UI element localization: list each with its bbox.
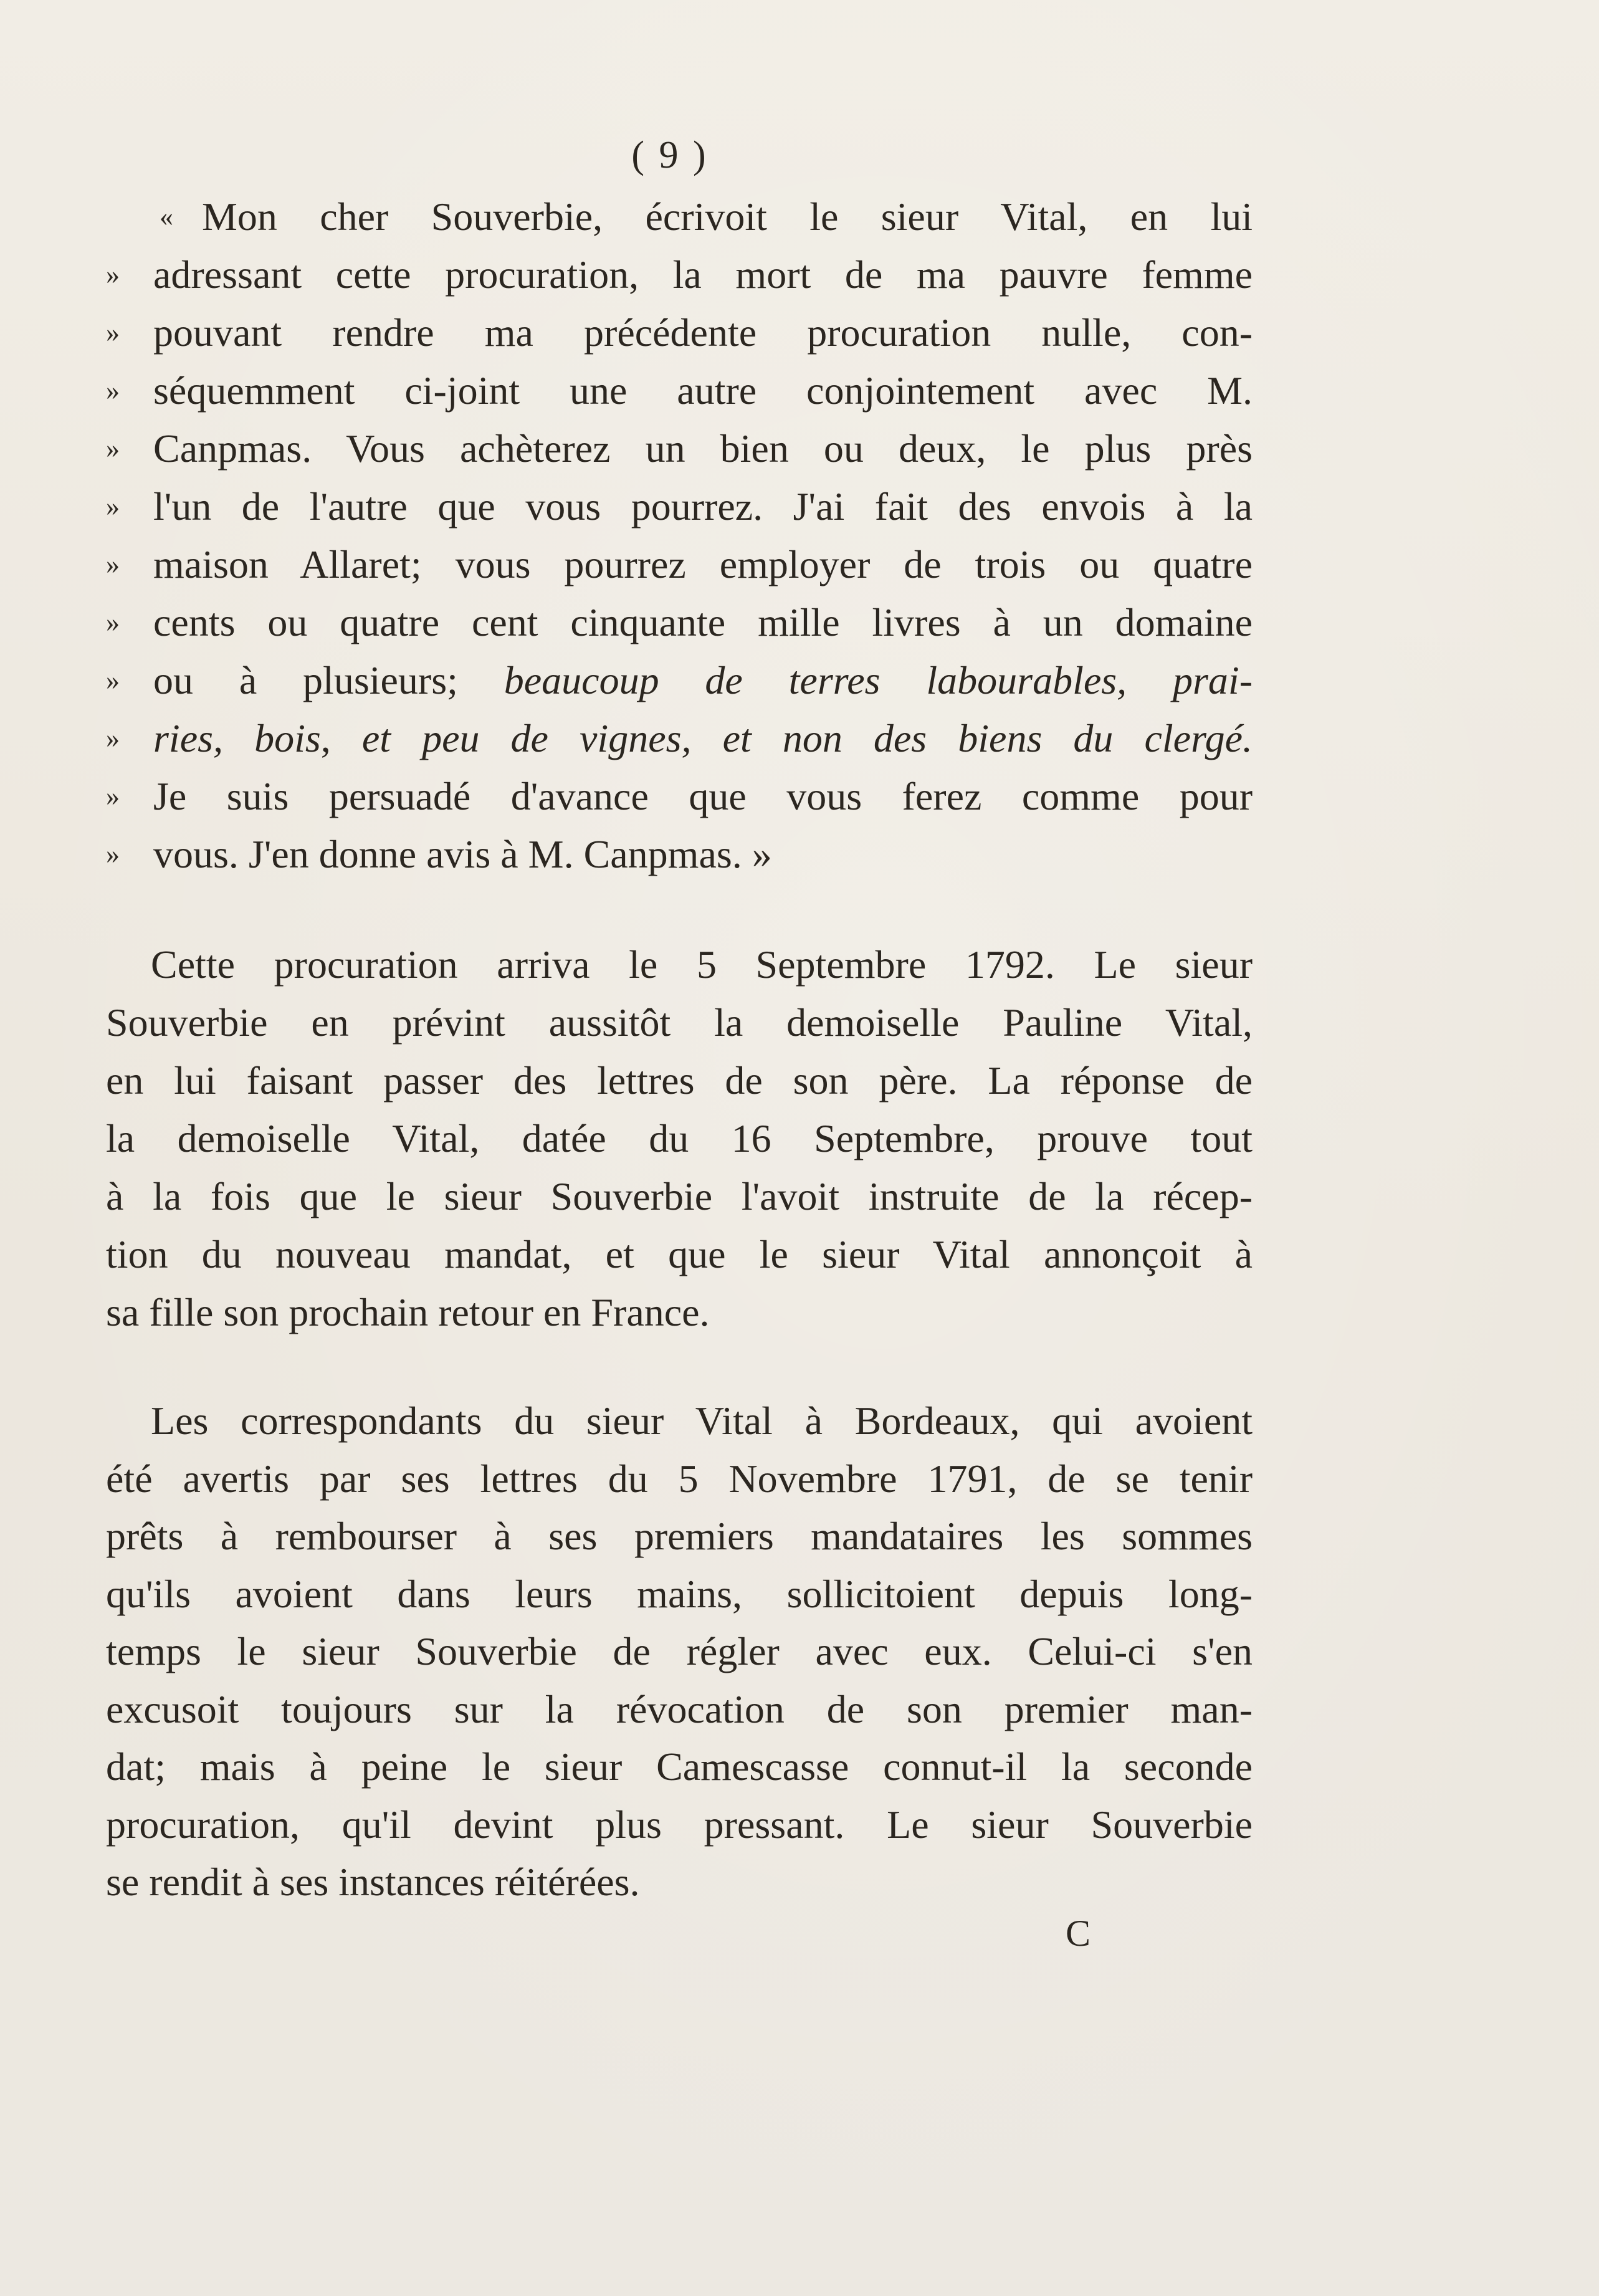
quote-mark: » bbox=[106, 607, 120, 638]
quote-line-text bbox=[153, 366, 1253, 416]
paragraph-line-text: Cette procuration arriva le 5 Septembre 1792. Le sieur bbox=[151, 942, 1253, 987]
paragraph-line bbox=[106, 1056, 1253, 1106]
paragraph-line-text: excusoit toujours sur la révocation de son premier man- bbox=[106, 1686, 1253, 1731]
quote-mark: » bbox=[106, 723, 120, 753]
text-segment: Je suis persuadé d'avance que vous ferez comme pour bbox=[153, 774, 1253, 818]
paragraph-line-text: Les correspondants du sieur Vital à Bordeaux, qui avoient bbox=[151, 1399, 1253, 1443]
quote-mark: » bbox=[106, 317, 120, 348]
paragraph-line bbox=[106, 1454, 1253, 1504]
quote-line-text bbox=[153, 714, 1253, 763]
paragraph-line bbox=[106, 1230, 1253, 1280]
paragraph-line bbox=[106, 1172, 1253, 1222]
text-segment: cents ou quatre cent cinquante mille livres à un domaine bbox=[153, 600, 1253, 644]
paragraph-line bbox=[106, 998, 1253, 1048]
quote-line-text bbox=[153, 250, 1253, 300]
text-segment: Mon cher Souverbie, écrivoit le sieur Vital, en lui bbox=[202, 194, 1253, 239]
text-segment: Canpmas. Vous achèterez un bien ou deux, le plus près bbox=[153, 426, 1253, 471]
quote-line bbox=[106, 540, 1253, 590]
paragraph-line bbox=[106, 1511, 1253, 1561]
quote-line bbox=[106, 192, 1253, 242]
text-segment: vous. J'en donne avis à M. Canpmas. » bbox=[153, 832, 772, 876]
quote-mark: » bbox=[106, 375, 120, 406]
page-number: ( 9 ) bbox=[631, 134, 709, 176]
text-segment: maison Allaret; vous pourrez employer de trois ou quatre bbox=[153, 542, 1253, 586]
quote-line bbox=[106, 308, 1253, 358]
quote-line bbox=[106, 366, 1253, 416]
text-segment: pouvant rendre ma précédente procuration nulle, con- bbox=[153, 310, 1253, 355]
quote-mark: » bbox=[106, 259, 120, 290]
quote-line-text bbox=[153, 540, 1253, 590]
paragraph-line-text: procuration, qu'il devint plus pressant. Le sieur Souverbie bbox=[106, 1802, 1253, 1847]
paragraph-line bbox=[106, 1288, 1253, 1337]
quote-line bbox=[106, 714, 1253, 763]
paragraph-line bbox=[106, 1685, 1253, 1734]
signature-mark: C bbox=[1065, 1913, 1091, 1954]
paragraph-line-text: se rendit à ses instances réitérées. bbox=[106, 1860, 640, 1904]
text-segment: ou à plusieurs; bbox=[153, 658, 504, 702]
paragraph-line bbox=[106, 1396, 1253, 1446]
quote-mark: « bbox=[160, 201, 173, 232]
quote-line-text bbox=[153, 482, 1253, 532]
quote-mark: » bbox=[106, 433, 120, 464]
italic-text: beaucoup de terres labourables, prai- bbox=[504, 658, 1253, 702]
quote-line bbox=[106, 482, 1253, 532]
quote-mark: » bbox=[106, 491, 120, 522]
paragraph-line-text: prêts à rembourser à ses premiers mandataires les sommes bbox=[106, 1514, 1253, 1558]
quote-mark: » bbox=[106, 549, 120, 580]
text-segment: séquemment ci-joint une autre conjointement avec M. bbox=[153, 368, 1253, 413]
quote-line-text bbox=[153, 424, 1253, 474]
quote-mark: » bbox=[106, 781, 120, 811]
paragraph-line-text: sa fille son prochain retour en France. bbox=[106, 1290, 710, 1334]
quote-line-text bbox=[202, 192, 1253, 242]
paragraph-line bbox=[106, 1569, 1253, 1619]
paragraph-line-text: dat; mais à peine le sieur Camescasse connut-il la seconde bbox=[106, 1744, 1253, 1789]
paragraph-line bbox=[106, 1800, 1253, 1850]
paragraph-line-text: temps le sieur Souverbie de régler avec eux. Celui-ci s'en bbox=[106, 1629, 1253, 1673]
paragraph-line-text: Souverbie en prévint aussitôt la demoiselle Pauline Vital, bbox=[106, 1000, 1253, 1045]
quote-line bbox=[106, 424, 1253, 474]
quote-line-text bbox=[153, 772, 1253, 821]
quote-line bbox=[106, 830, 1253, 879]
quote-line-text bbox=[153, 656, 1253, 706]
paragraph-line bbox=[106, 1627, 1253, 1677]
quote-line-text bbox=[153, 830, 1253, 879]
paragraph-line bbox=[106, 1857, 1253, 1907]
quote-line bbox=[106, 772, 1253, 821]
text-segment: l'un de l'autre que vous pourrez. J'ai fait des envois à la bbox=[153, 484, 1253, 529]
quote-line bbox=[106, 598, 1253, 648]
text-segment: , bbox=[320, 716, 362, 760]
quote-line-text bbox=[153, 598, 1253, 648]
quote-mark: » bbox=[106, 839, 120, 869]
paragraph-line-text: la demoiselle Vital, datée du 16 Septembre, prouve tout bbox=[106, 1116, 1253, 1160]
paragraph-line-text: été avertis par ses lettres du 5 Novembre 1791, de se tenir bbox=[106, 1456, 1253, 1501]
quote-line-text bbox=[153, 308, 1253, 358]
paragraph-line bbox=[106, 1114, 1253, 1164]
paragraph-line-text: tion du nouveau mandat, et que le sieur Vital annonçoit à bbox=[106, 1232, 1253, 1276]
paragraph-line-text: à la fois que le sieur Souverbie l'avoit instruite de la récep- bbox=[106, 1174, 1253, 1218]
italic-text: ries, bois bbox=[153, 716, 321, 760]
quote-line bbox=[106, 656, 1253, 706]
text-segment: adressant cette procuration, la mort de ma pauvre femme bbox=[153, 252, 1253, 297]
paragraph-line bbox=[106, 1742, 1253, 1792]
paragraph-line-text: en lui faisant passer des lettres de son père. La réponse de bbox=[106, 1058, 1253, 1103]
quote-mark: » bbox=[106, 665, 120, 696]
italic-text: et peu de vignes, et non des biens du clergé. bbox=[361, 716, 1253, 760]
quote-line bbox=[106, 250, 1253, 300]
paragraph-line-text: qu'ils avoient dans leurs mains, sollicitoient depuis long- bbox=[106, 1571, 1253, 1616]
paragraph-line bbox=[106, 940, 1253, 990]
